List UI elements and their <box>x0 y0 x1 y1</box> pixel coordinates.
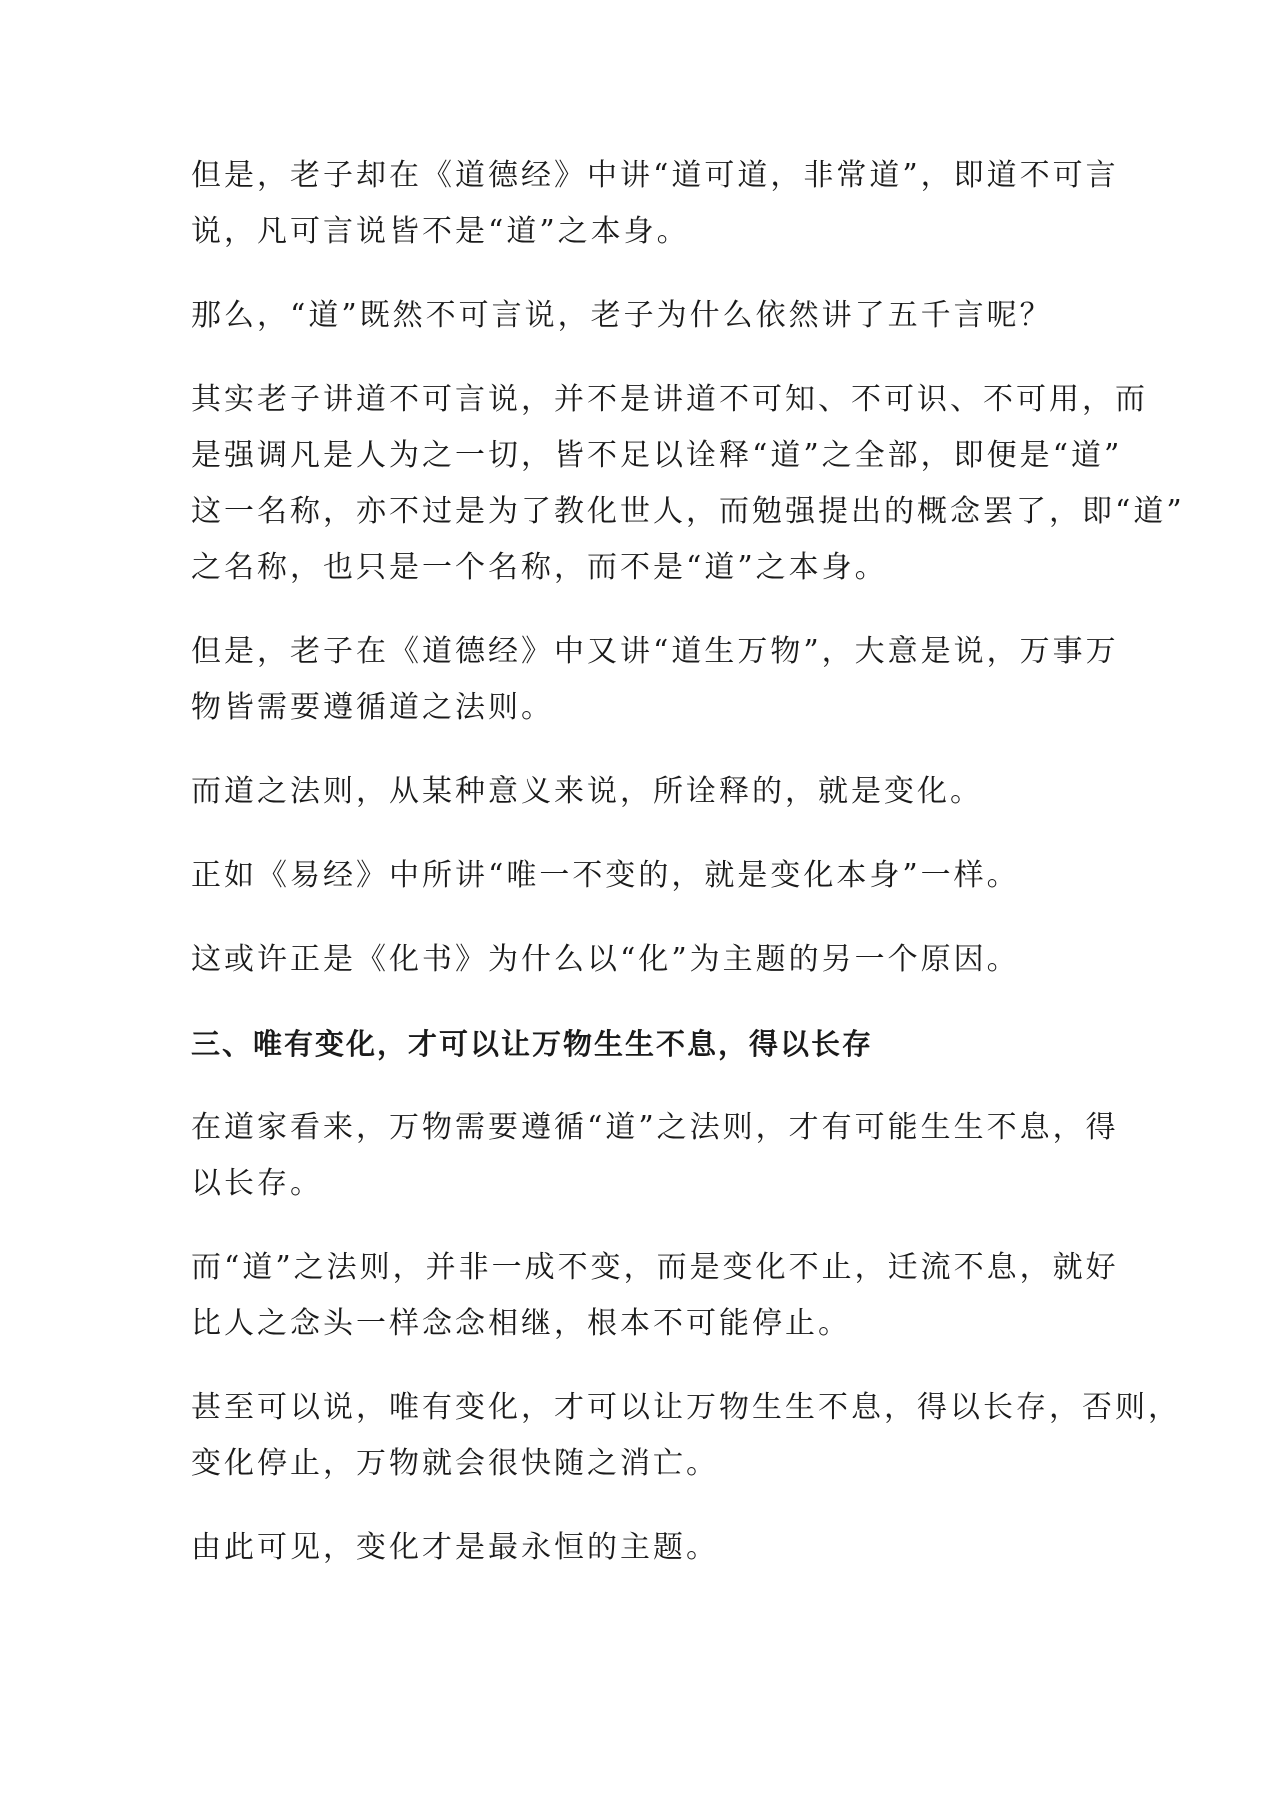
paragraph-line: 变化停止，万物就会很快随之消亡。 <box>191 1446 719 1481</box>
paragraph-line: 以长存。 <box>191 1166 323 1201</box>
paragraph-4 <box>191 624 1119 736</box>
paragraph-line: 但是，老子却在《道德经》中讲“道可道，非常道”，即道不可言 <box>191 158 1119 193</box>
paragraph-8 <box>191 1100 1119 1212</box>
paragraph-7 <box>191 932 1081 988</box>
paragraph-line: 这或许正是《化书》为什么以“化”为主题的另一个原因。 <box>191 942 1020 977</box>
paragraph-line: 是强调凡是人为之一切，皆不足以诠释“道”之全部，即便是“道” <box>191 438 1123 473</box>
section-heading: 三、唯有变化，才可以让万物生生不息，得以长存 <box>191 1027 874 1061</box>
paragraph-line: 说，凡可言说皆不是“道”之本身。 <box>191 214 690 249</box>
paragraph-line: 这一名称，亦不过是为了教化世人，而勉强提出的概念罢了，即“道” <box>191 494 1185 529</box>
document-body <box>191 148 1185 1604</box>
paragraph-line: 其实老子讲道不可言说，并不是讲道不可知、不可识、不可用，而 <box>191 382 1148 417</box>
paragraph-line: 物皆需要遵循道之法则。 <box>191 690 554 725</box>
paragraph-line: 正如《易经》中所讲“唯一不变的，就是变化本身”一样。 <box>191 858 1020 893</box>
paragraph-line: 甚至可以说，唯有变化，才可以让万物生生不息，得以长存，否则， <box>191 1390 1181 1425</box>
paragraph-line: 由此可见，变化才是最永恒的主题。 <box>191 1530 719 1565</box>
paragraph-5 <box>191 764 1081 820</box>
paragraph-2 <box>191 288 1081 344</box>
paragraph-10 <box>191 1380 1181 1492</box>
paragraph-11 <box>191 1520 1081 1576</box>
paragraph-6 <box>191 848 1081 904</box>
paragraph-9 <box>191 1240 1119 1352</box>
paragraph-line: 而“道”之法则，并非一成不变，而是变化不止，迁流不息，就好 <box>191 1250 1119 1285</box>
paragraph-line: 而道之法则，从某种意义来说，所诠释的，就是变化。 <box>191 774 983 809</box>
paragraph-line: 比人之念头一样念念相继，根本不可能停止。 <box>191 1306 851 1341</box>
paragraph-1 <box>191 148 1119 260</box>
paragraph-line: 在道家看来，万物需要遵循“道”之法则，才有可能生生不息，得 <box>191 1110 1119 1145</box>
paragraph-line: 之名称，也只是一个名称，而不是“道”之本身。 <box>191 550 888 585</box>
paragraph-line: 那么，“道”既然不可言说，老子为什么依然讲了五千言呢？ <box>191 298 1053 333</box>
paragraph-3 <box>191 372 1185 596</box>
paragraph-line: 但是，老子在《道德经》中又讲“道生万物”，大意是说，万事万 <box>191 634 1119 669</box>
